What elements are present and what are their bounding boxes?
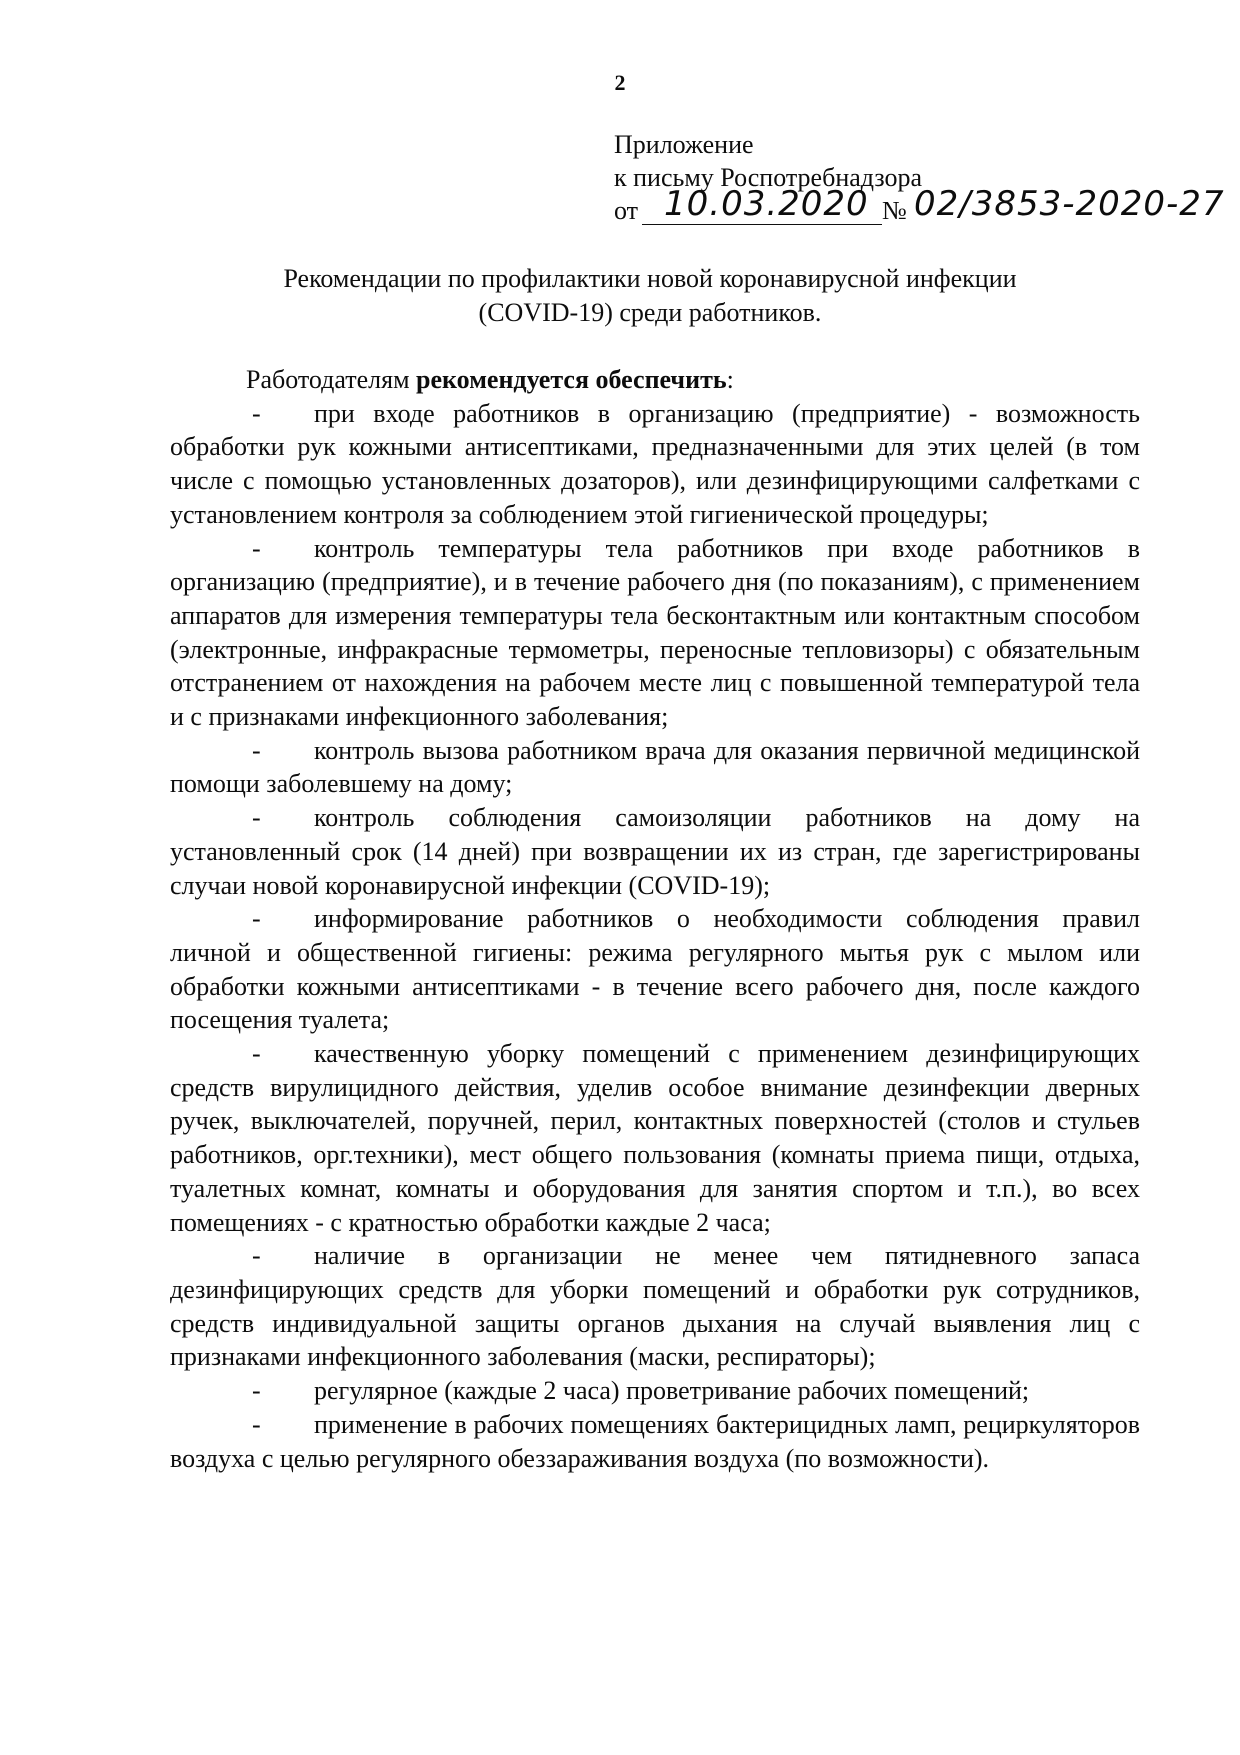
page-number: 2 xyxy=(614,70,626,95)
annex-from-label: от xyxy=(614,196,639,225)
intro-lead: Работодателям xyxy=(246,365,417,394)
document-body xyxy=(170,363,1140,1475)
annex-block xyxy=(614,128,1225,234)
list-item xyxy=(170,1408,1140,1475)
list-item xyxy=(170,1239,1140,1374)
handwritten-number: 02/3853-2020-27 xyxy=(914,184,1225,224)
annex-date-number xyxy=(614,184,1225,234)
annex-letter-ref: к письму Роспотребнадзора xyxy=(614,163,922,192)
list-item-text: применение в рабочих помещениях бактерицидных ламп, рециркуляторов воздуха с целью регулярного обеззараживания воздуха (по возможности). xyxy=(170,1409,1140,1473)
list-bullet: - xyxy=(252,533,261,563)
annex-number-label: № xyxy=(882,196,907,225)
intro-bold: рекомендуется обеспечить xyxy=(416,365,727,394)
list-bullet: - xyxy=(252,1376,261,1406)
list-item xyxy=(170,1037,1140,1239)
list-item xyxy=(170,397,1140,532)
title-line-2: (COVID-19) среди работников. xyxy=(478,298,822,327)
annex-title: Приложение xyxy=(614,130,754,159)
list-item xyxy=(170,734,1140,801)
list-item-text: контроль температуры тела работников при входе работников в организацию (предприятие), и в течение рабочего дня (по показаниям), с применением аппаратов для измерения температуры тела бесконтактным или контактным способом (электронные, инфракрасные термометры, переносные тепловизоры) с обязательным отстранением от нахождения на рабочем месте лиц с повышенной температурой тела и с признаками инфекционного заболевания; xyxy=(170,533,1140,732)
list-bullet: - xyxy=(252,1409,261,1439)
intro-tail: : xyxy=(726,365,734,394)
date-underline xyxy=(642,224,882,225)
title-line-1: Рекомендации по профилактики новой коронавирусной инфекции xyxy=(283,264,1017,293)
list-item-text: качественную уборку помещений с применением дезинфицирующих средств вирулицидного действия, уделив особое внимание дезинфекции дверных ручек, выключателей, поручней, перил, контактных поверхностей (столов и стульев работников, орг.техники), мест общего пользования (комнаты приема пищи, отдыха, туалетных комнат, комнаты и оборудования для занятия спортом и т.п.), во всех помещениях - с кратностью обработки каждые 2 часа; xyxy=(170,1039,1140,1237)
list-bullet: - xyxy=(252,398,261,428)
list-item-text: наличие в организации не менее чем пятидневного запаса дезинфицирующих средств для уборки помещений и обработки рук сотрудников, средств индивидуальной защиты органов дыхания на случай выявления лиц с признаками инфекционного заболевания (маски, респираторы); xyxy=(170,1241,1140,1372)
list-item-text: контроль вызова работником врача для оказания первичной медицинской помощи заболевшему на дому; xyxy=(170,735,1140,799)
list-item-text: информирование работников о необходимости соблюдения правил личной и общественной гигиены: режима регулярного мытья рук с мылом или обработки кожными антисептиками - в течение всего рабочего дня, после каждого посещения туалета; xyxy=(170,904,1140,1035)
list-bullet: - xyxy=(252,1039,261,1069)
list-bullet: - xyxy=(252,1241,261,1271)
list-item xyxy=(170,801,1140,902)
list-item-text: контроль соблюдения самоизоляции работников на дому на установленный срок (14 дней) при возвращении их из стран, где зарегистрированы случаи новой коронавирусной инфекции (COVID-19); xyxy=(170,803,1140,900)
list-item xyxy=(170,902,1140,1037)
list-bullet: - xyxy=(252,803,261,833)
list-item-text: при входе работников в организацию (предприятие) - возможность обработки рук кожными антисептиками, предназначенными для этих целей (в том числе с помощью установленных дозаторов), или дезинфицирующими салфетками с установлением контроля за соблюдением этой гигиенической процедуры; xyxy=(170,398,1140,529)
intro-paragraph xyxy=(170,363,1140,397)
list-item xyxy=(170,532,1140,734)
list-bullet: - xyxy=(252,904,261,934)
list-bullet: - xyxy=(252,735,261,765)
document-title xyxy=(160,262,1140,330)
handwritten-date: 10.03.2020 xyxy=(664,184,869,224)
list-item-text: регулярное (каждые 2 часа) проветривание рабочих помещений; xyxy=(314,1376,1030,1406)
list-item xyxy=(170,1374,1140,1408)
